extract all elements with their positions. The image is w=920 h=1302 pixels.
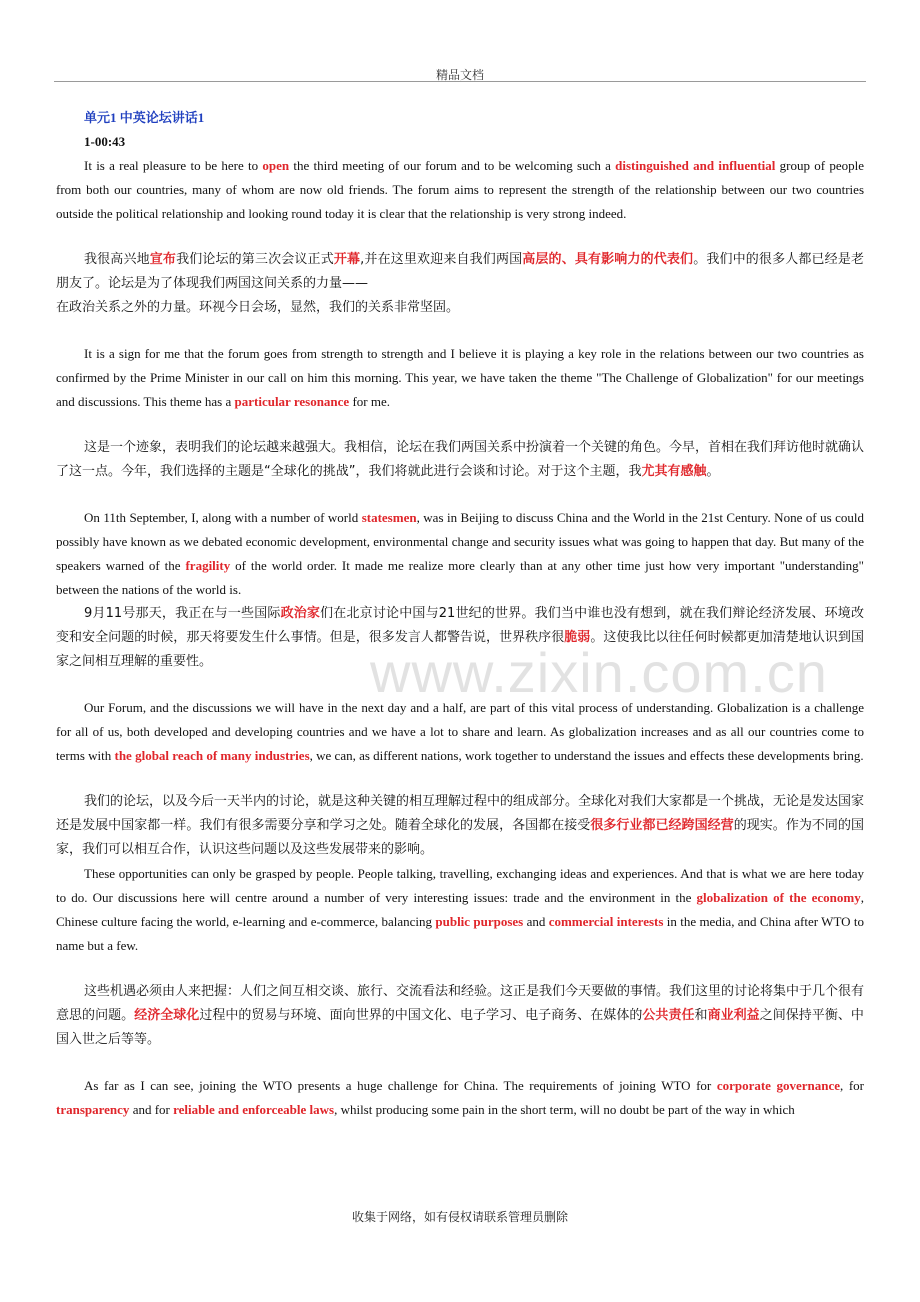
paragraph-en-1 [56,154,864,226]
document-body [56,106,864,1122]
text-run: 在政治关系之外的力量。环视今日会场，显然，我们的关系非常坚固。 [56,300,460,315]
text-run: It is a sign for me that the forum goes from strength to strength and I believe it is playing a key role in the relations between our two countries as confirmed by the Prime Minister in our call on him this morning. This year, we have taken the theme "The Challenge of Globalization" for our meetings and discussions. This theme has a [56,346,864,409]
paragraph-en-6 [56,1074,864,1122]
text-run: As far as I can see, joining the WTO presents a huge challenge for China. The requirements of joining WTO for [84,1078,717,1093]
highlight-term: statesmen [361,510,417,525]
text-run: and [523,914,549,929]
highlight-term: reliable and enforceable laws [173,1102,335,1117]
text-run: 。我们中的很多人都已经是老朋友了。论坛是为了体现我们两国这间关系的力量—— [56,252,864,291]
text-run: 这是一个迹象，表明我们的论坛越来越强大。我相信，论坛在我们两国关系中扮演着一个关键的角色。今早，首相在我们拜访他时就确认了这一点。今年，我们选择的主题是“全球化的挑战”，我们将就此进行会谈和讨论。对于这个主题，我 [56,440,865,479]
text-run: and for [129,1102,174,1117]
text-run: 和 [694,1008,708,1023]
text-run: 之间保持平衡、中国入世之后等等。 [56,1008,864,1047]
text-run: 的现实。作为不同的国家，我们可以相互合作，认识这些问题以及这些发展带来的影响。 [56,818,864,857]
text-run: 9月11号那天，我正在与一些国际 [84,606,281,621]
highlight-term: 高层的、具有影响力的代表们 [522,252,694,267]
timestamp: 1-00:43 [84,134,126,149]
paragraph-en-4 [56,696,864,768]
highlight-term: particular resonance [234,394,350,409]
text-run: of the world order. It made me realize more clearly than at any other time just how very important "understanding" between the nations of the world is. [56,558,864,597]
text-run: , for [840,1078,864,1093]
section-title: 单元1 中英论坛讲话1 [84,110,205,125]
highlight-term: 宣布 [149,252,177,267]
paragraph-en-2 [56,342,864,414]
text-run: , Chinese culture facing the world, e-learning and e-commerce, balancing [56,890,864,929]
text-run: 我们论坛的第三次会议正式 [176,252,334,267]
highlight-term: public purposes [435,914,524,929]
highlight-term: 商业利益 [707,1008,760,1023]
paragraph-en-5 [56,862,864,958]
text-run: the third meeting of our forum and to be welcoming such a [289,158,616,173]
paragraph-zh-2 [56,436,864,484]
text-run: ,并在这里欢迎来自我们两国 [360,252,523,267]
text-run: It is a real pleasure to be here to [84,158,263,173]
text-run: These opportunities can only be grasped by people. People talking, travelling, exchanging ideas and experiences. And that is what we are here today to do. Our discussions here will centre around a number of very interesting issues: trade and the environment in the [56,866,864,905]
highlight-term: fragility [185,558,231,573]
paragraph-zh-5 [56,980,864,1052]
highlight-term: 公共责任 [642,1008,695,1023]
highlight-term: 开幕 [333,252,361,267]
highlight-term: 脆弱 [564,630,591,645]
paragraph-zh-3 [56,602,864,674]
text-run: 过程中的贸易与环境、面向世界的中国文化、电子学习、电子商务、在媒体的 [199,1008,643,1023]
highlight-term: the global reach of many industries [114,748,310,763]
text-run: 。 [706,464,720,479]
highlight-term: transparency [56,1102,130,1117]
highlight-term: globalization of the economy [696,890,861,905]
paragraph-zh-4 [56,790,864,862]
text-run: On 11th September, I, along with a number of world [84,510,362,525]
highlight-term: distinguished and influential [615,158,776,173]
text-run: group of people from both our countries, many of whom are now old friends. The forum aims to represent the strength of the relationship between our two countries outside the political relationship and looking round today it is clear that the relationship is very strong indeed. [56,158,864,221]
highlight-term: 很多行业都已经跨国经营 [590,818,734,833]
text-run: , was in Beijing to discuss China and the World in the 21st Century. None of us could possibly have known as we debated economic development, environmental change and security issues what was going to happen that day. But many of the speakers warned of the [56,510,864,573]
paragraph-en-3 [56,506,864,602]
highlight-term: 尤其有感触 [641,464,707,479]
page-header: 精品文档 [435,68,484,82]
highlight-term: 经济全球化 [134,1008,200,1023]
page-footer: 收集于网络，如有侵权请联系管理员删除 [351,1210,568,1224]
highlight-term: 政治家 [280,606,321,621]
header-rule [54,81,866,82]
highlight-term: open [262,158,290,173]
text-run: Our Forum, and the discussions we will have in the next day and a half, are part of this vital process of understanding. Globalization is a challenge for all of us, both developed and developing countries and we have a lot to share and learn. As globalization increases and as all our countries come to terms with [56,700,864,763]
watermark: www.zixin.com.cn [370,641,828,704]
text-run: for me. [349,394,390,409]
text-run: 这些机遇必须由人来把握：人们之间互相交谈、旅行、交流看法和经验。这正是我们今天要做的事情。我们这里的讨论将集中于几个很有意思的问题。 [56,984,865,1023]
text-run: , whilst producing some pain in the short term, will no doubt be part of the way in which [334,1102,795,1117]
paragraph-zh-1 [56,248,864,320]
highlight-term: commercial interests [548,914,664,929]
text-run: 我们的论坛，以及今后一天半内的讨论，就是这种关键的相互理解过程中的组成部分。全球化对我们大家都是一个挑战，无论是发达国家还是发展中国家都一样。我们有很多需要分享和学习之处。随着全球化的发展，各国都在接受 [56,794,865,833]
text-run: , we can, as different nations, work together to understand the issues and effects these developments bring. [309,748,864,763]
text-run: 们在北京讨论中国与21世纪的世界。我们当中谁也没有想到，就在我们辩论经济发展、环境改变和安全问题的时候，那天将要发生什么事情。但是，很多发言人都警告说，世界秩序很 [56,606,864,645]
text-run: 。这使我比以往任何时候都更加清楚地认识到国家之间相互理解的重要性。 [56,630,864,669]
text-run: 我很高兴地 [84,252,150,267]
text-run: in the media, and China after WTO to name but a few. [56,914,864,953]
highlight-term: corporate governance [716,1078,841,1093]
